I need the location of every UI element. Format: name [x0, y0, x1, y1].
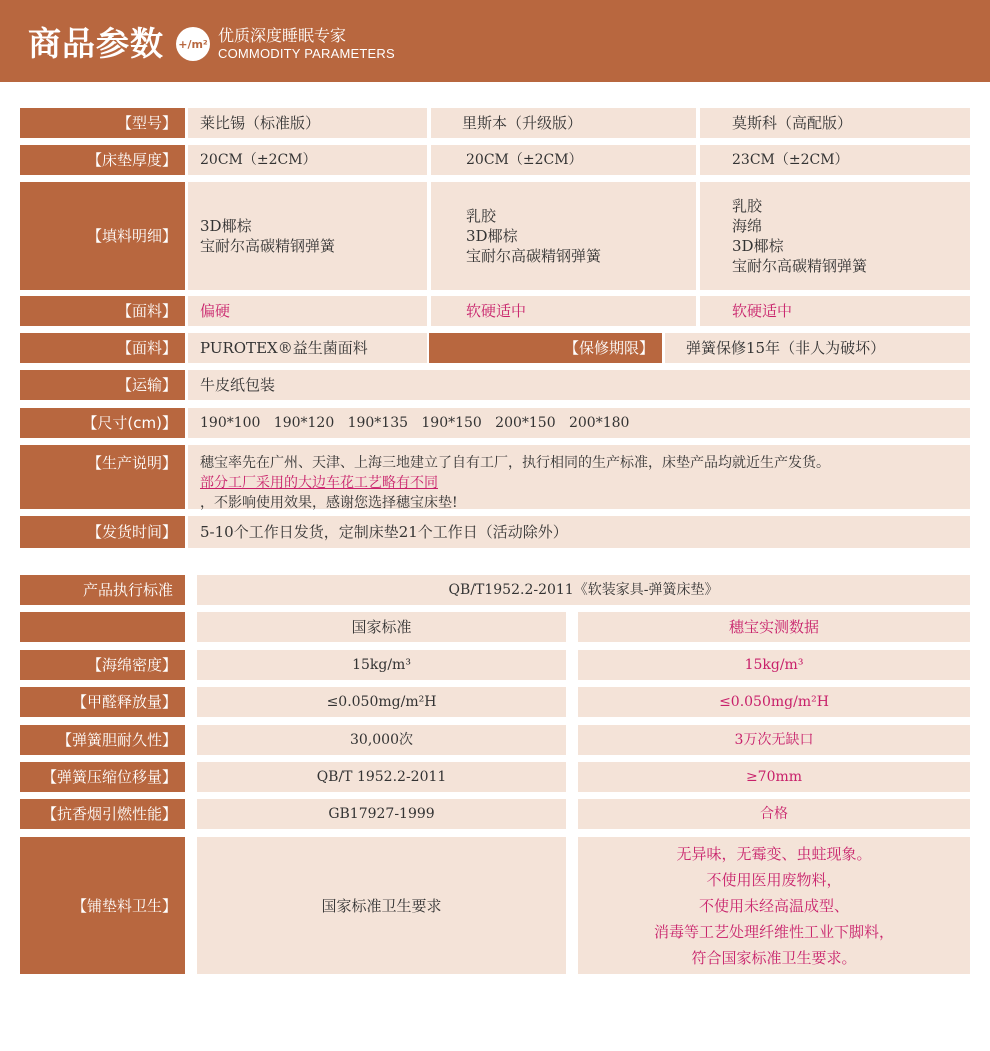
transport-label: 【运输】 — [20, 370, 185, 400]
standard-row-measured: 3万次无缺口 — [578, 725, 970, 755]
hygiene-label: 【铺垫料卫生】 — [20, 837, 185, 974]
model-value-3: 莫斯科（高配版） — [700, 108, 970, 138]
hygiene-measured-line: 不使用医用废物料， — [706, 870, 842, 889]
production-line-1: 穗宝率先在广州、天津、上海三地建立了自有工厂，执行相同的生产标准，床垫产品均就近生产发货。 — [200, 455, 830, 471]
header-banner — [0, 0, 990, 82]
column-header-blank — [20, 612, 185, 642]
hygiene-measured-line: 消毒等工艺处理纤维性工业下脚料， — [653, 922, 894, 941]
exec-standard-value: QB/T1952.2-2011《软装家具-弹簧床垫》 — [197, 575, 970, 605]
thickness-value-1: 20CM（±2CM） — [188, 145, 427, 175]
standard-row-national: GB17927-1999 — [197, 799, 566, 829]
production-line-2 — [200, 473, 458, 513]
production-value — [188, 445, 970, 509]
hygiene-measured — [578, 837, 970, 974]
delivery-value: 5-10个工作日发货，定制床垫21个工作日（活动除外） — [188, 516, 970, 548]
standard-row-measured: ≤0.050mg/m²H — [578, 687, 970, 717]
surface-label: 【面料】 — [20, 296, 185, 326]
header-subtitle-en: COMMODITY PARAMETERS — [218, 46, 395, 61]
filling-2-line: 宝耐尔高碳精钢弹簧 — [466, 247, 602, 265]
hygiene-measured-line: 符合国家标准卫生要求。 — [691, 948, 857, 967]
standard-row-measured: ≥70mm — [578, 762, 970, 792]
standard-row-measured: 合格 — [578, 799, 970, 829]
standard-row-label: 【甲醛释放量】 — [20, 687, 185, 717]
column-header-measured: 穗宝实测数据 — [578, 612, 970, 642]
transport-value: 牛皮纸包装 — [188, 370, 970, 400]
column-header-national: 国家标准 — [197, 612, 566, 642]
production-line-2-rest: ，不影响使用效果，感谢您选择穗宝床垫! — [200, 495, 458, 511]
filling-3-line: 海绵 — [732, 217, 763, 235]
exec-standard-label: 产品执行标准 — [20, 575, 185, 605]
standard-row-national: QB/T 1952.2-2011 — [197, 762, 566, 792]
standard-row-national: 30,000次 — [197, 725, 566, 755]
warranty-value: 弹簧保修15年（非人为破坏） — [665, 333, 970, 363]
filling-label: 【填料明细】 — [20, 182, 185, 290]
filling-3-line: 宝耐尔高碳精钢弹簧 — [732, 257, 868, 275]
filling-3-line: 3D椰棕 — [732, 237, 784, 255]
model-value-1: 莱比锡（标准版） — [188, 108, 427, 138]
hygiene-measured-line: 无异味，无霉变、虫蛀现象。 — [676, 844, 872, 863]
standard-row-national: ≤0.050mg/m²H — [197, 687, 566, 717]
thickness-label: 【床垫厚度】 — [20, 145, 185, 175]
standard-row-national: 15kg/m³ — [197, 650, 566, 680]
surface-value-2: 软硬适中 — [431, 296, 696, 326]
size-value: 190*100 190*120 190*135 190*150 200*150 200*180 — [188, 408, 970, 438]
surface-value-1: 偏硬 — [188, 296, 427, 326]
thickness-value-2: 20CM（±2CM） — [431, 145, 696, 175]
page-title: 商品参数 — [28, 24, 164, 63]
filling-1-line: 宝耐尔高碳精钢弹簧 — [200, 237, 336, 255]
model-label: 【型号】 — [20, 108, 185, 138]
standard-row-label: 【抗香烟引燃性能】 — [20, 799, 185, 829]
delivery-label: 【发货时间】 — [20, 516, 185, 548]
unit-badge-icon: +/m² — [176, 27, 210, 61]
surface-value-3: 软硬适中 — [700, 296, 970, 326]
fabric-label: 【面料】 — [20, 333, 185, 363]
filling-value-1 — [188, 182, 427, 290]
standard-row-label: 【弹簧胆耐久性】 — [20, 725, 185, 755]
filling-1-line: 3D椰棕 — [200, 217, 252, 235]
header-subtitle-cn: 优质深度睡眠专家 — [218, 26, 347, 45]
filling-3-line: 乳胶 — [732, 197, 763, 215]
thickness-value-3: 23CM（±2CM） — [700, 145, 970, 175]
filling-2-line: 乳胶 — [466, 207, 497, 225]
hygiene-measured-line: 不使用未经高温成型、 — [698, 896, 849, 915]
size-label: 【尺寸(cm)】 — [20, 408, 185, 438]
warranty-label: 【保修期限】 — [429, 333, 662, 363]
standard-row-label: 【海绵密度】 — [20, 650, 185, 680]
hygiene-national: 国家标准卫生要求 — [197, 837, 566, 974]
standard-row-label: 【弹簧压缩位移量】 — [20, 762, 185, 792]
standard-row-measured: 15kg/m³ — [578, 650, 970, 680]
fabric-value: PUROTEX®益生菌面料 — [188, 333, 427, 363]
filling-value-3 — [700, 182, 970, 290]
filling-value-2 — [431, 182, 696, 290]
production-link[interactable]: 部分工厂采用的大边车花工艺略有不同 — [200, 475, 438, 491]
filling-2-line: 3D椰棕 — [466, 227, 518, 245]
production-label: 【生产说明】 — [20, 445, 185, 509]
model-value-2: 里斯本（升级版） — [431, 108, 696, 138]
